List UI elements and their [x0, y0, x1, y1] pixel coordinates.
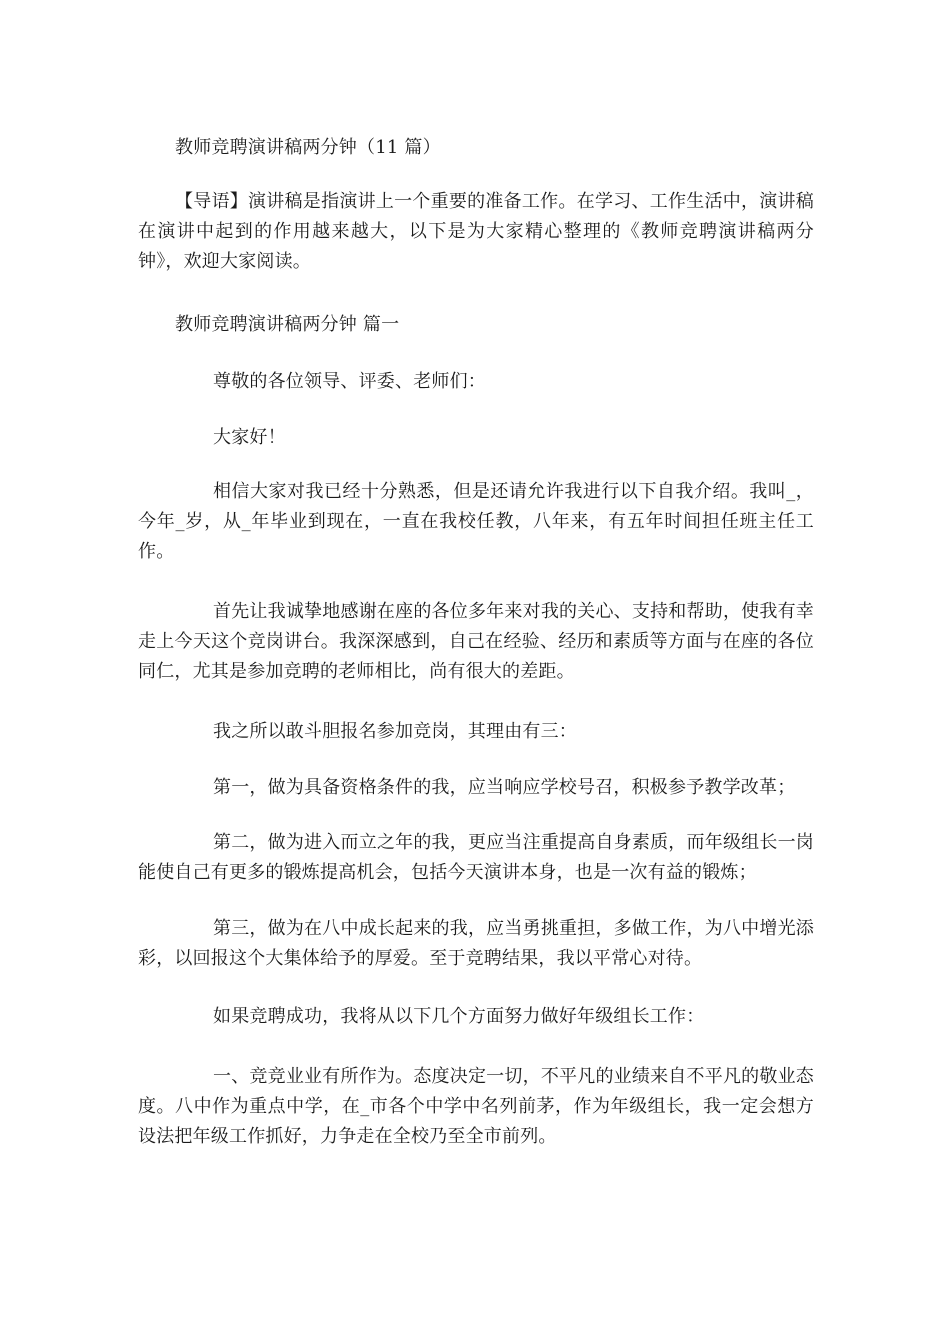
- document-title: 教师竞聘演讲稿两分钟（11 篇）: [175, 137, 441, 158]
- paragraph-self-intro: 相信大家对我已经十分熟悉，但是还请允许我进行以下自我介绍。我叫_，今年_岁，从_年毕业到现在，一直在我校任教，八年来，有五年时间担任班主任工作。: [138, 481, 814, 562]
- paragraph-plan-1: 一、竞竞业业有所作为。态度决定一切，不平凡的业绩来自不平凡的敬业态度。八中作为重点中学，在_市各个中学中名列前茅，作为年级组长，我一定会想方设法把年级工作抓好，力争走在全校乃至全市前列。: [138, 1066, 814, 1147]
- paragraph-reasons-intro: 我之所以敢斗胆报名参加竞岗，其理由有三：: [213, 721, 577, 742]
- section-heading: 教师竞聘演讲稿两分钟 篇一: [175, 314, 400, 335]
- paragraph-reason-3: 第三，做为在八中成长起来的我，应当勇挑重担，多做工作，为八中增光添彩，以回报这个大集体给予的厚爱。至于竞聘结果，我以平常心对待。: [138, 918, 814, 969]
- intro-paragraph: 【导语】演讲稿是指演讲上一个重要的准备工作。在学习、工作生活中，演讲稿在演讲中起到的作用越来越大，以下是为大家精心整理的《教师竞聘演讲稿两分钟》，欢迎大家阅读。: [138, 191, 814, 272]
- paragraph-plan-intro: 如果竞聘成功，我将从以下几个方面努力做好年级组长工作：: [213, 1006, 705, 1027]
- paragraph-reason-2: 第二，做为进入而立之年的我，更应当注重提高自身素质，而年级组长一岗能使自己有更多的锻炼提高机会，包括今天演讲本身，也是一次有益的锻炼；: [138, 832, 814, 883]
- paragraph-salutation: 尊敬的各位领导、评委、老师们：: [213, 371, 486, 392]
- paragraph-thanks: 首先让我诚挚地感谢在座的各位多年来对我的关心、支持和帮助，使我有幸走上今天这个竞岗讲台。我深深感到，自己在经验、经历和素质等方面与在座的各位同仁，尤其是参加竞聘的老师相比，尚有很大的差距。: [138, 601, 814, 682]
- paragraph-greeting: 大家好！: [213, 427, 286, 448]
- paragraph-reason-1: 第一，做为具备资格条件的我，应当响应学校号召，积极参予教学改革；: [213, 777, 796, 798]
